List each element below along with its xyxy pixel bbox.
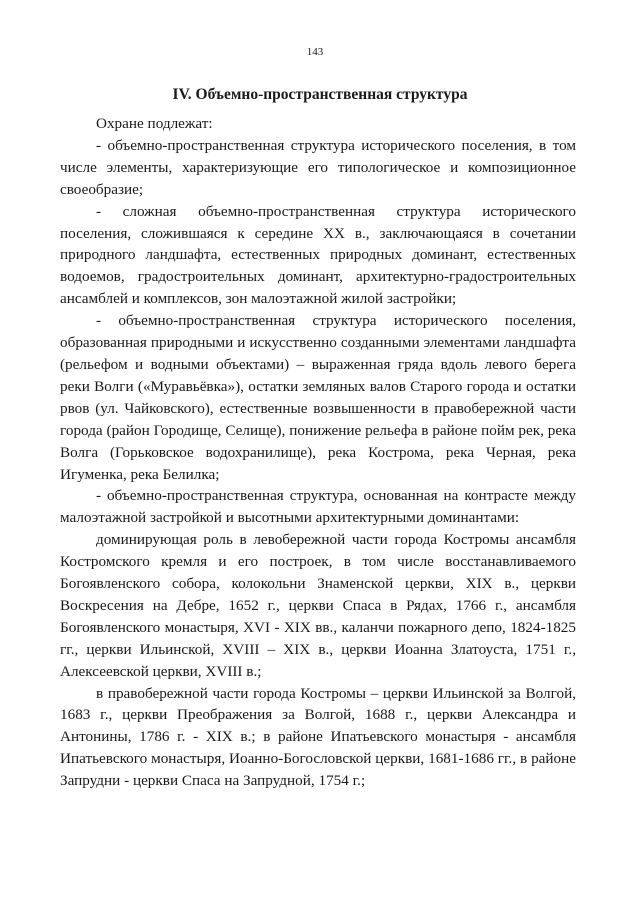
paragraph-left-bank: доминирующая роль в левобережной части города Костромы ансамбля Костромского кремля и его построек, в том числе восстанавливаемого Богоявленского собора, колокольни Знаменской церкви, XIX в., церкви Воскресения на Дебре, 1652 г., церкви Спаса в Рядах, 1766 г., ансамбля Богоявленского монастыря, XVI - XIX вв., каланчи пожарного депо, 1824-1825 гг., церкви Ильинской, XVIII – XIX в., церкви Иоанна Златоуста, 1751 г., Алексеевской церкви, XVIII в.;	[60, 531, 576, 680]
section-heading: IV. Объемно-пространственная структура	[172, 86, 468, 103]
page-number: 143	[306, 46, 324, 58]
paragraph-contrast-structure: - объемно-пространственная структура, основанная на контрасте между малоэтажной застройкой и высотными архитектурными доминантами:	[60, 487, 576, 527]
paragraph-landscape-structure: - объемно-пространственная структура исторического поселения, образованная природными и искусственно созданными элементами ландшафта (рельефом и водными объектами) – выраженная гряда вдоль левого берега реки Волги («Муравьёвка»), остатки земляных валов Старого города и остатки рвов (ул. Чайковского), естественные возвышенности в правобережной части города (район Городище, Селище), понижение рельефа в районе пойм рек, река Волга (Горьковское водохранилище), река Кострома, река Черная, река Игуменка, река Белилка;	[60, 312, 576, 483]
paragraph-intro: Охране подлежат:	[96, 115, 213, 132]
paragraph-complex-structure: - сложная объемно-пространственная структура исторического поселения, сложившаяся к середине XX в., заключающаяся в сочетании природного ландшафта, естественных природных доминант, естественных водоемов, градостроительных доминант, архитектурно-градостроительных ансамблей и комплексов, зон малоэтажной жилой застройки;	[60, 202, 576, 308]
paragraph-right-bank: в правобережной части города Костромы – церкви Ильинской за Волгой, 1683 г., церкви Преображения за Волгой, 1688 г., церкви Александра и Антонины, 1786 г. - XIX в.; в районе Ипатьевского монастыря - ансамбля Ипатьевского монастыря, Иоанно-Богословской церкви, 1681-1686 гг., в районе Запрудни - церкви Спаса на Запрудной, 1754 г.;	[60, 684, 576, 790]
paragraph-structure: - объемно-пространственная структура исторического поселения, в том числе элементы, характеризующие его типологическое и композиционное своеобразие;	[60, 136, 576, 198]
document-body	[60, 113, 576, 792]
